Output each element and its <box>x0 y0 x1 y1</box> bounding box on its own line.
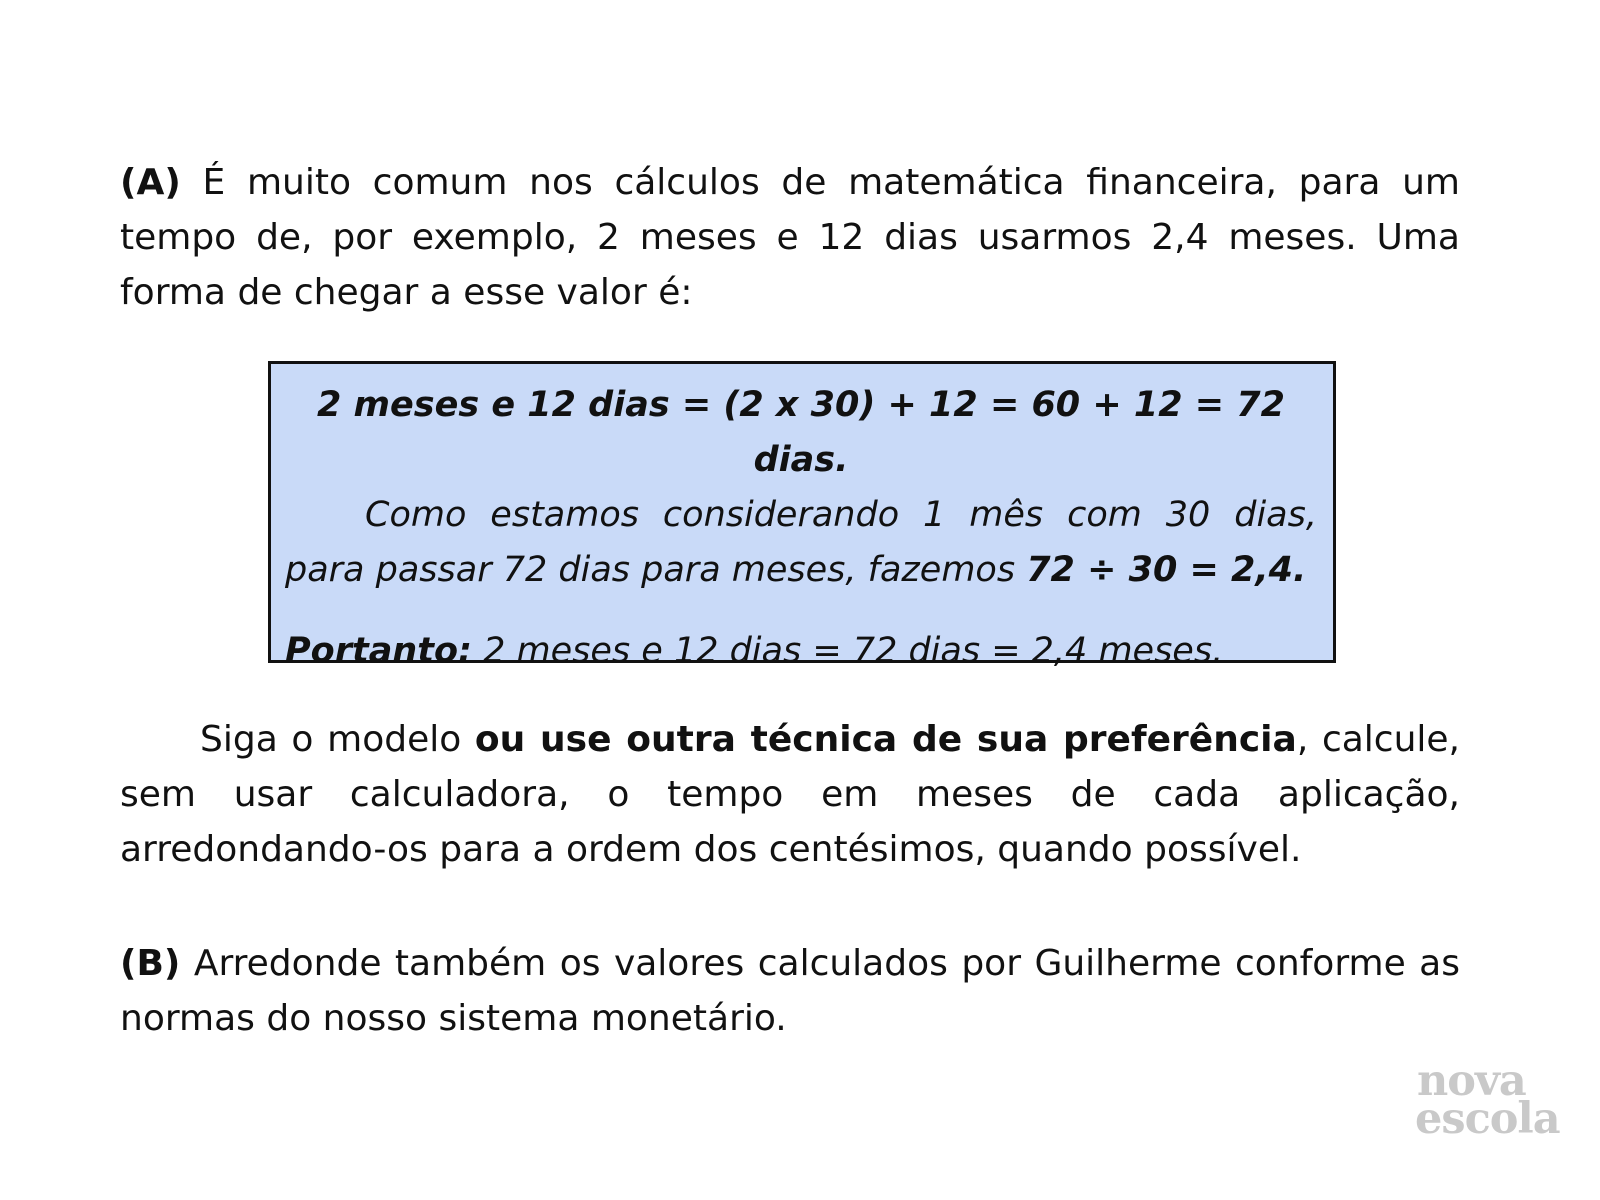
part-b-label: (B) <box>120 943 181 984</box>
example-box <box>268 361 1336 671</box>
paragraph-instructions <box>120 712 1460 877</box>
part-a-text: É muito comum nos cálculos de matemática financeira, para um tempo de, por exemplo, 2 meses e 12 dias usarmos 2,4 meses. Uma forma de chegar a esse valor é: <box>120 162 1460 313</box>
nova-escola-logo <box>1415 1056 1580 1144</box>
part-b-text: Arredonde também os valores calculados por Guilherme conforme as normas do nosso sistema monetário. <box>120 943 1460 1039</box>
box-division: 72 ÷ 30 = 2,4. <box>1026 550 1307 590</box>
logo-line-1: nova <box>1417 1056 1526 1106</box>
instructions-emphasis: ou use outra técnica de sua preferência <box>474 719 1297 760</box>
box-conclusion-line <box>285 624 1317 679</box>
box-conclusion-label: Portanto: <box>285 631 472 671</box>
box-conclusion-text: 2 meses e 12 dias = 72 dias = 2,4 meses. <box>472 631 1224 671</box>
paragraph-part-a <box>120 155 1460 320</box>
logo-line-2: escola <box>1415 1094 1560 1144</box>
instructions-end: , calcule, sem usar calculadora, o tempo em meses de cada aplicação, arredondando-os para a ordem dos centésimos, quando possível. <box>120 719 1460 870</box>
part-a-label: (A) <box>120 162 181 203</box>
instructions-start: Siga o modelo <box>200 719 475 760</box>
paragraph-part-b <box>120 936 1460 1046</box>
box-equation: 2 meses e 12 dias = (2 x 30) + 12 = 60 + 12 = 72 dias. <box>317 385 1285 480</box>
box-explanation-line <box>285 488 1317 598</box>
box-explanation: Como estamos considerando 1 mês com 30 dias, para passar 72 dias para meses, fazemos <box>285 495 1317 590</box>
